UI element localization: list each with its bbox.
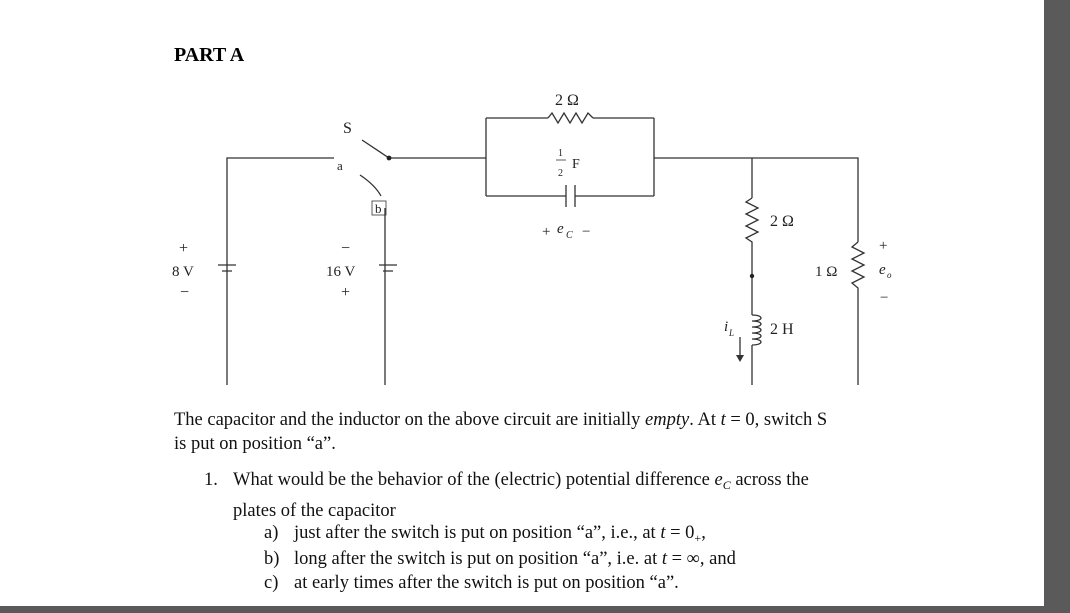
battery-16v [379, 265, 397, 271]
resistor-mid-value: 2 Ω [770, 213, 794, 230]
sub-item-c: c) at early times after the switch is put on position “a”. [264, 573, 679, 593]
current-arrow-head [736, 355, 744, 362]
il-symbol: i [724, 319, 729, 335]
cap-numerator: 1 [558, 148, 563, 159]
src1-minus: − [180, 284, 190, 301]
pos-a-label: a [337, 158, 343, 173]
viewer-background-bottom [0, 606, 1044, 613]
wire-right-top [654, 158, 858, 242]
resistor-mid [746, 198, 758, 315]
switch-label: S [343, 120, 352, 137]
sub-item-a: a) just after the switch is put on position “a”, i.e., at $t = 0_+$, [264, 523, 706, 545]
ec-subscript: C [566, 230, 573, 241]
eo-subscript: o [887, 270, 892, 280]
question-number: 1. [204, 470, 218, 490]
src2-minus: − [341, 240, 351, 257]
ec-minus: − [582, 224, 591, 240]
part-heading: PART A [174, 44, 245, 66]
junction-node [750, 274, 754, 278]
pos-b-label: b [375, 201, 382, 216]
capacitor-plates [566, 185, 575, 207]
src1-value: 8 V [172, 264, 194, 280]
rc-block-sides [486, 118, 654, 196]
inductor-value: 2 H [770, 321, 794, 338]
switch-b-arc [360, 175, 381, 196]
wire-left-top [227, 158, 334, 385]
switch-pivot [387, 156, 392, 161]
inductor-coils [752, 315, 761, 345]
switch-blade [362, 140, 389, 158]
cap-denominator: 2 [558, 168, 563, 179]
ec-plus: + [542, 224, 551, 240]
intro-paragraph: The capacitor and the inductor on the above circuit are initially empty. At t = 0, switch S is put on position “a”. [174, 410, 828, 454]
resistor-right [852, 242, 864, 385]
sub-item-b: b) long after the switch is put on position “a”, i.e. at t = ∞, and [264, 549, 736, 569]
cap-unit: F [572, 157, 580, 172]
viewer-background-right [1044, 0, 1070, 613]
src1-plus: + [179, 240, 189, 257]
resistor-right-value: 1 Ω [815, 264, 838, 280]
src2-plus: + [341, 284, 351, 301]
resistor-top [548, 113, 593, 123]
ec-symbol: e [557, 221, 564, 237]
eo-plus: + [879, 238, 888, 254]
il-subscript: L [729, 328, 735, 338]
question-text: What would be the behavior of the (electric) potential difference $e_C$ across the plates of the capacitor [233, 470, 809, 521]
eo-symbol: e [879, 262, 886, 278]
src2-value: 16 V [326, 264, 356, 280]
resistor-top-value: 2 Ω [555, 92, 579, 109]
eo-minus: − [880, 290, 889, 306]
